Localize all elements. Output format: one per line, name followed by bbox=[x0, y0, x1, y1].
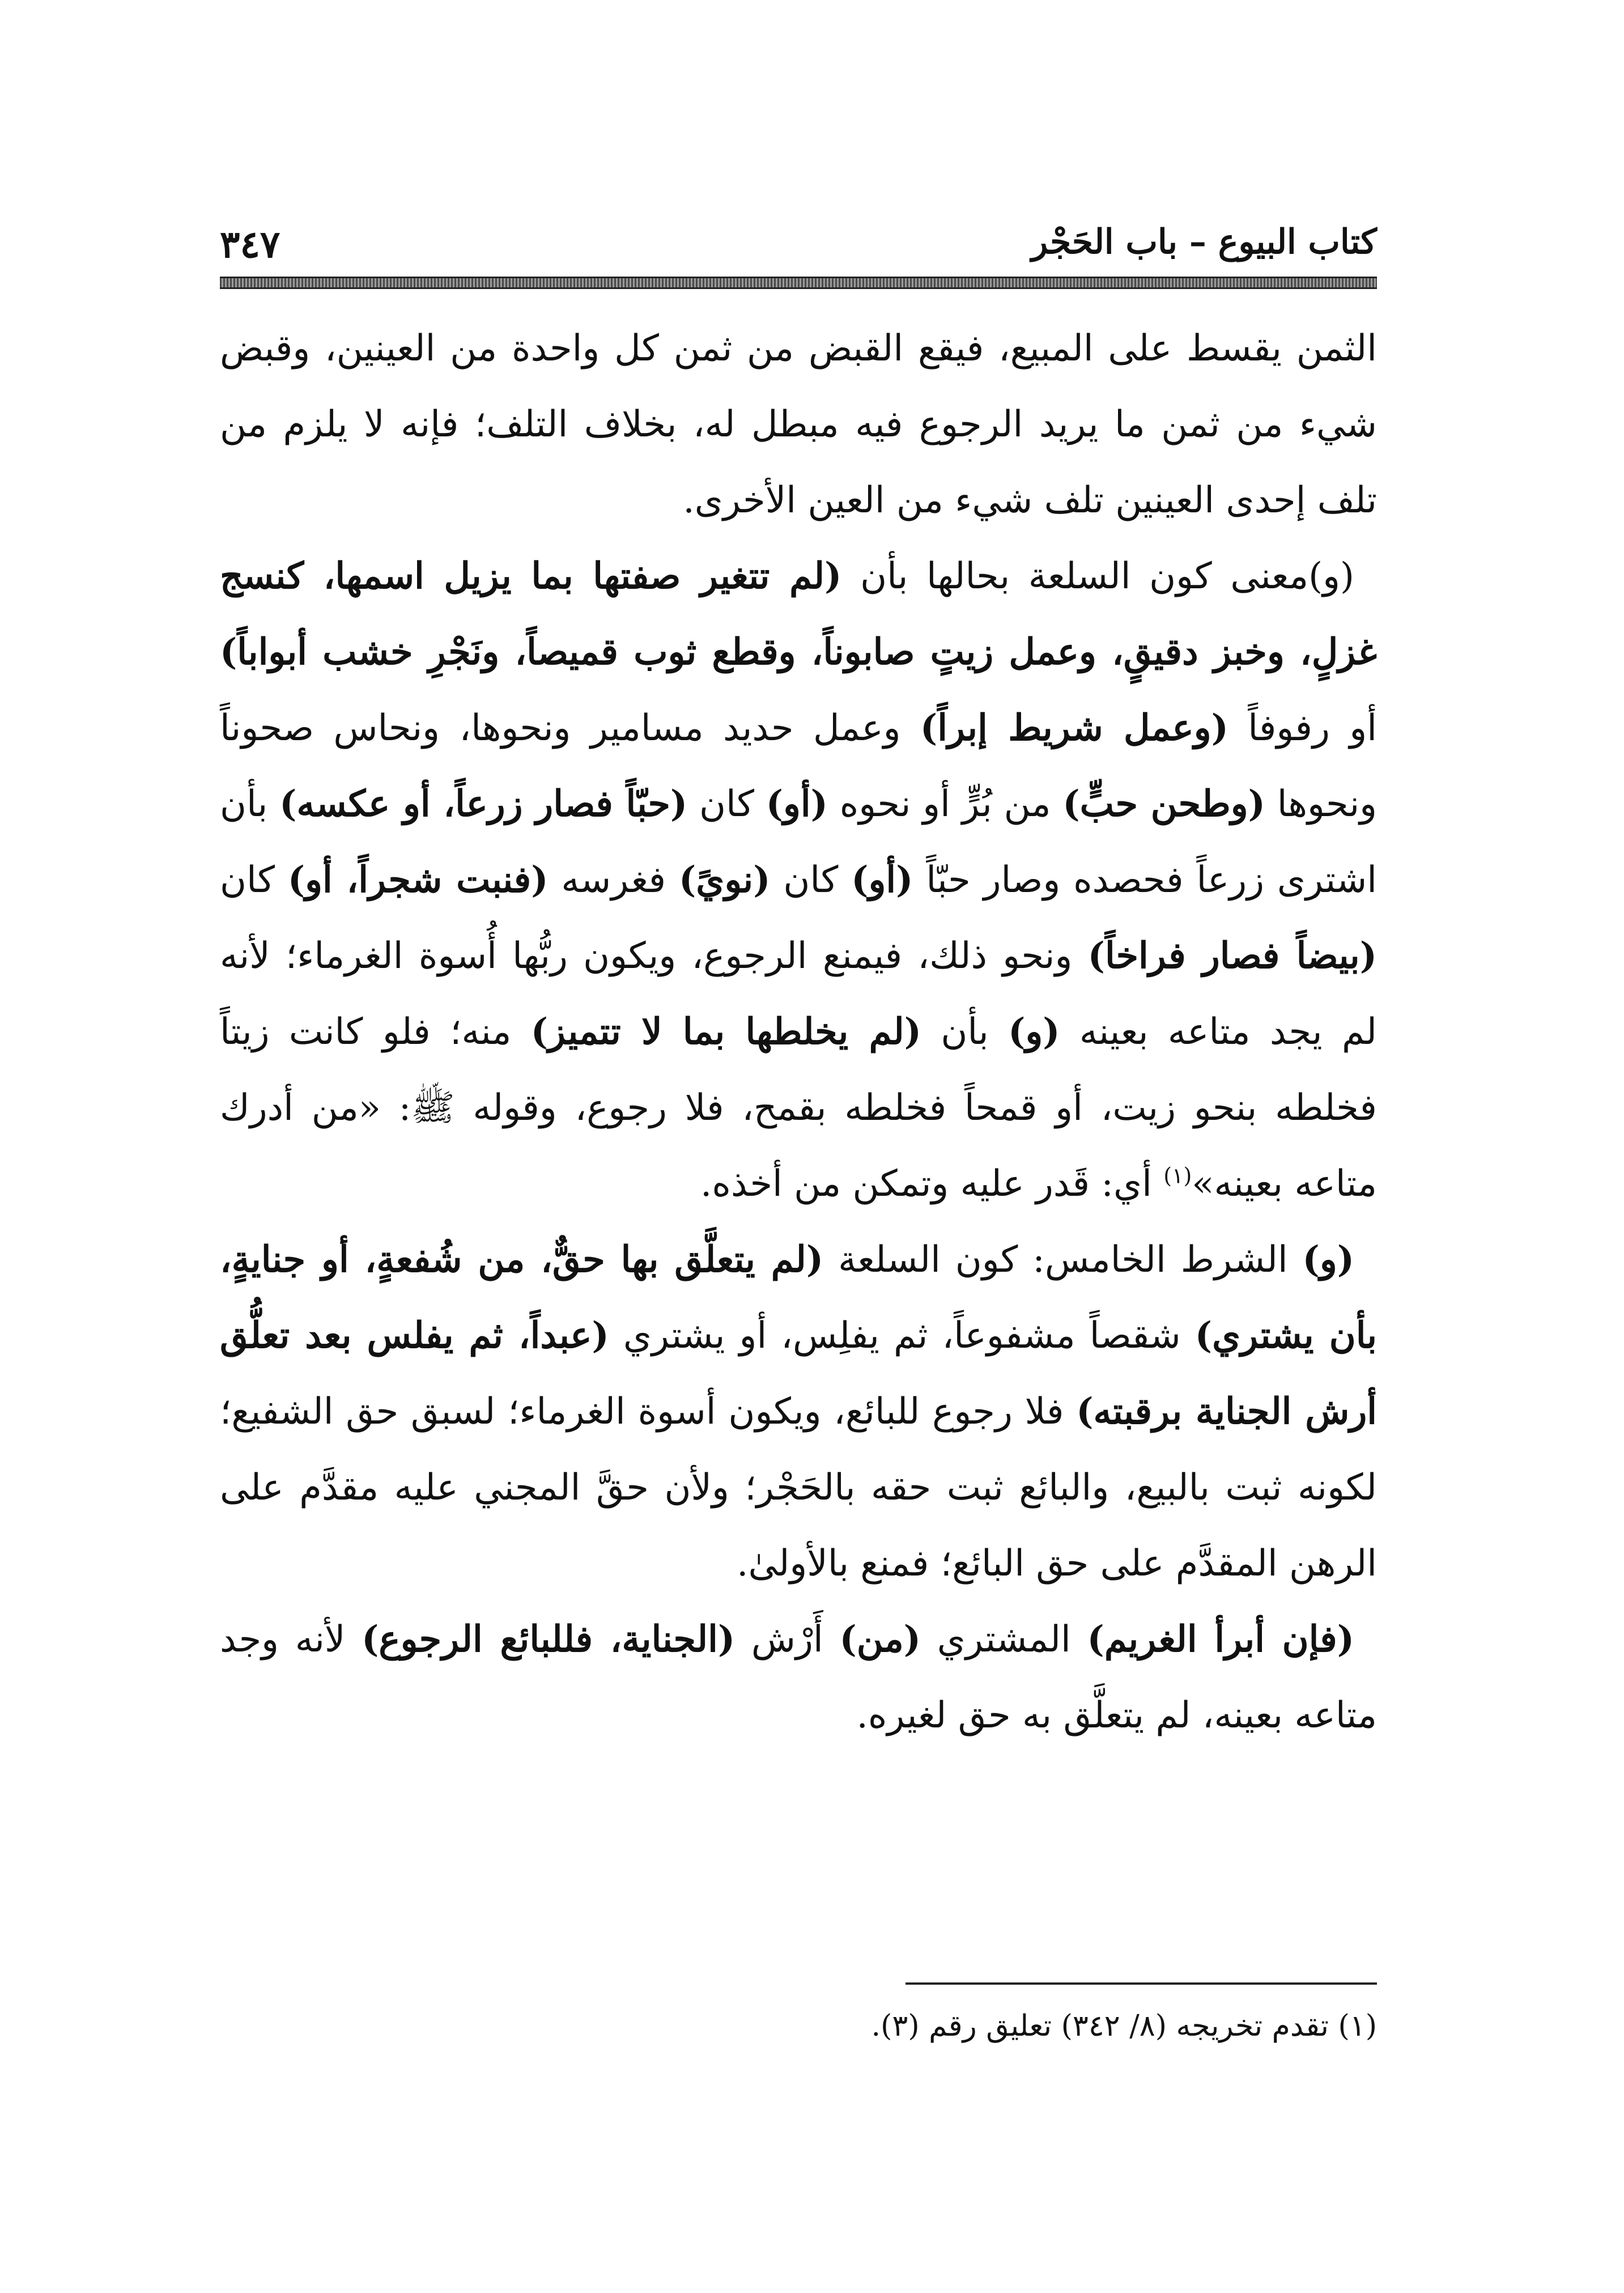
matn-text: (وعمل شريط إبراً) bbox=[920, 707, 1228, 749]
sharh-text: وعمل حديد مسامير ونحوها، ونحاس صحوناً ونحوها bbox=[220, 707, 1378, 825]
sharh-text: منه؛ فلو كانت زيتاً فخلطه بنحو زيت، أو قمحاً فخلطه بقمح، فلا رجوع، وقوله ﷺ: «من أدرك متاعه بعينه» bbox=[220, 1011, 1378, 1205]
sharh-text: فلا رجوع للبائع، ويكون أسوة الغرماء؛ لسبق حق الشفيع؛ لكونه ثبت بالبيع، والبائع ثبت حقه بالحَجْر؛ ولأن حقَّ المجني عليه مقدَّم على الرهن المقدَّم على حق البائع؛ فمنع بالأولىٰ. bbox=[220, 1391, 1377, 1585]
footnotes bbox=[220, 2001, 1377, 2052]
sharh-text: الثمن يقسط على المبيع، فيقع القبض من ثمن كل واحدة من العينين، وقبض شيء من ثمن ما يريد الرجوع فيه مبطل له، بخلاف التلف؛ فإنه لا يلزم من تلف إحدى العينين تلف شيء من العين الأخرى. bbox=[220, 328, 1378, 521]
running-header bbox=[220, 204, 1377, 272]
sharh-text: بأن bbox=[921, 1011, 1009, 1053]
matn-text: (نويً) bbox=[678, 859, 771, 901]
matn-text: (الجناية، فللبائع الرجوع) bbox=[362, 1618, 736, 1661]
sharh-text: كان bbox=[220, 859, 288, 901]
matn-text: (حبّاً فصار زرعاً، أو عكسه) bbox=[279, 783, 688, 825]
sharh-text: كان bbox=[770, 859, 852, 901]
sharh-text: لأنه وجد متاعه بعينه، لم يتعلَّق به حق لغيره. bbox=[220, 1619, 1377, 1736]
matn-text: (فنبت شجراً، أو) bbox=[287, 859, 549, 901]
matn-text: (لم يتعلَّق بها حقٌّ، من شُفعةٍ، أو جنايةٍ، بأن يشتري) bbox=[220, 1238, 1378, 1357]
matn-text: (عبداً، ثم يفلس بعد تعلُّق أرش الجناية برقبته) bbox=[220, 1314, 1378, 1433]
matn-text: (و) bbox=[1008, 1010, 1060, 1053]
sharh-text: أو رفوفاً bbox=[1228, 707, 1378, 749]
sharh-text: المشتري bbox=[921, 1619, 1087, 1661]
sharh-text: شقصاً مشفوعاً، ثم يفلِس، أو يشتري bbox=[609, 1315, 1195, 1357]
sharh-text: فغرسه bbox=[548, 859, 679, 901]
paragraph bbox=[220, 1602, 1377, 1753]
matn-text: (من) bbox=[839, 1618, 921, 1661]
sharh-text: الشرط الخامس: كون السلعة bbox=[823, 1239, 1303, 1281]
sharh-text: بأن اشترى زرعاً فحصده وصار حبّاً bbox=[220, 783, 1377, 901]
body-text bbox=[220, 311, 1377, 1753]
footnote-reference: (١) bbox=[1163, 1163, 1192, 1188]
matn-text: (لم تتغير صفتها بما يزيل اسمها، كنسج غزلٍ، وخبز دقيقٍ، وعمل زيتٍ صابوناً، وقطع ثوب قميصاً، ونَجْرِ خشب أبواباً) bbox=[220, 555, 1377, 673]
paragraph bbox=[220, 1222, 1377, 1602]
matn-text: (لم يخلطها بما لا تتميز) bbox=[530, 1010, 921, 1053]
sharh-text: أَرْش bbox=[735, 1619, 840, 1661]
page-number: ٣٤٧ bbox=[220, 222, 280, 266]
sharh-text: (و)معنى كون السلعة بحالها بأن bbox=[841, 555, 1355, 597]
paragraph bbox=[220, 311, 1377, 538]
matn-text: (بيضاً فصار فراخاً) bbox=[1087, 935, 1378, 977]
sharh-text: كان bbox=[687, 783, 766, 825]
sharh-text: أي: قَدر عليه وتمكن من أخذه. bbox=[700, 1163, 1164, 1205]
paragraph bbox=[220, 538, 1377, 1222]
matn-text: (و) bbox=[1302, 1238, 1354, 1281]
sharh-text: من بُرٍّ أو نحوه bbox=[827, 783, 1063, 825]
matn-text: (فإن أبرأ الغريم) bbox=[1087, 1618, 1355, 1661]
matn-text: (وطحن حبٍّ) bbox=[1062, 783, 1265, 825]
footnote: (١) تقدم تخريجه (٨/ ٣٤٢) تعليق رقم (٣). bbox=[871, 2009, 1377, 2043]
chapter-title: كتاب البيوع – باب الحَجْر bbox=[1031, 222, 1377, 262]
matn-text: (أو) bbox=[766, 783, 828, 825]
header-rule bbox=[220, 277, 1377, 289]
sharh-text: ونحو ذلك، فيمنع الرجوع، ويكون ربُّها أُسوة الغرماء؛ لأنه لم يجد متاعه بعينه bbox=[220, 935, 1378, 1053]
footnote-rule bbox=[905, 1982, 1377, 1985]
matn-text: (أو) bbox=[851, 859, 913, 901]
